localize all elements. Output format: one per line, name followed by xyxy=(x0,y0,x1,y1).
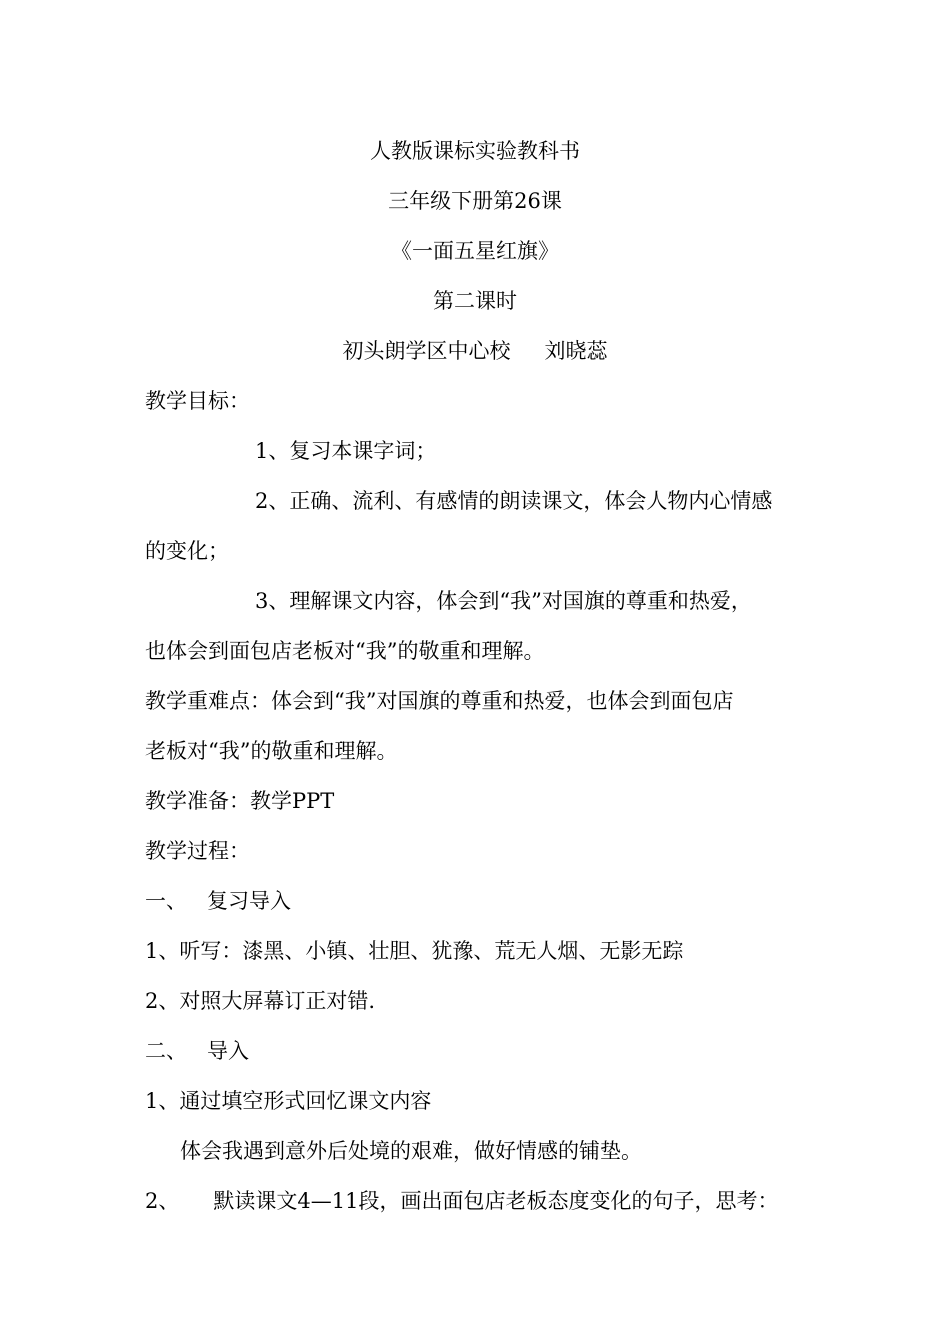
section-1-title: 复习导入 xyxy=(207,889,291,913)
section-2-number: 二、 xyxy=(145,1039,187,1063)
goal-item-3a: 3、理解课文内容，体会到“我”对国旗的尊重和热爱， xyxy=(255,589,752,613)
section-2-item-2 xyxy=(145,1186,810,1216)
author-name: 刘晓蕊 xyxy=(544,339,608,363)
goals-heading: 教学目标： xyxy=(145,389,250,413)
doc-title-grade: 三年级下册第26课 xyxy=(388,189,562,213)
section-2-heading xyxy=(145,1036,810,1066)
process-heading: 教学过程： xyxy=(145,839,250,863)
doc-title-textbook: 人教版课标实验教科书 xyxy=(370,139,580,163)
section-1-item-2: 2、对照大屏幕订正对错. xyxy=(145,989,376,1013)
section-2-item-2-text: 默读课文4—11段，画出面包店老板态度变化的句子，思考： xyxy=(213,1189,779,1213)
doc-author-line xyxy=(0,336,950,366)
key-points-a: 教学重难点：体会到“我”对国旗的尊重和热爱，也体会到面包店 xyxy=(145,689,734,713)
school-name: 初头朗学区中心校 xyxy=(342,339,511,363)
goal-item-2b: 的变化； xyxy=(145,539,229,563)
section-2-item-1-note: 体会我遇到意外后处境的艰难，做好情感的铺垫。 xyxy=(180,1139,642,1163)
teaching-prep: 教学准备：教学PPT xyxy=(145,789,335,813)
doc-title-lesson: 《一面五星红旗》 xyxy=(391,239,559,263)
section-2-item-1: 1、通过填空形式回忆课文内容 xyxy=(145,1089,432,1113)
doc-title-period: 第二课时 xyxy=(433,289,517,313)
section-1-heading xyxy=(145,886,810,916)
section-1-item-1: 1、听写：漆黑、小镇、壮胆、犹豫、荒无人烟、无影无踪 xyxy=(145,939,684,963)
goal-item-1: 1、复习本课字词； xyxy=(255,439,437,463)
goal-item-2a: 2、正确、流利、有感情的朗读课文，体会人物内心情感 xyxy=(255,489,773,513)
goal-item-3b: 也体会到面包店老板对“我”的敬重和理解。 xyxy=(145,639,545,663)
section-2-item-2-number: 2、 xyxy=(145,1189,180,1213)
section-2-title: 导入 xyxy=(207,1039,249,1063)
key-points-b: 老板对“我”的敬重和理解。 xyxy=(145,739,398,763)
section-1-number: 一、 xyxy=(145,889,187,913)
